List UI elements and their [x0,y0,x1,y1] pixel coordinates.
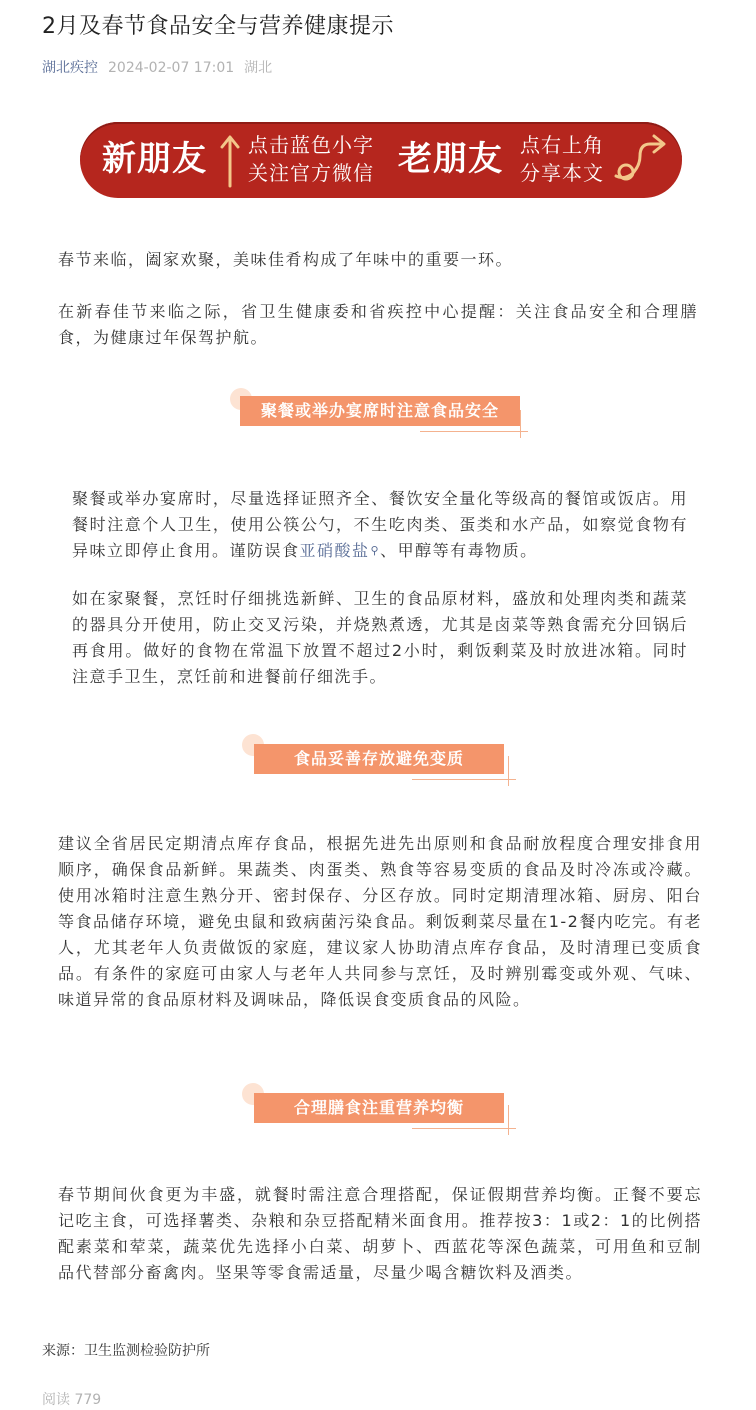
section-heading-1-label: 聚餐或举办宴席时注意食品安全 [240,396,520,426]
section-heading-1 [230,388,540,438]
heading-deco-line [420,431,528,432]
intro-paragraph-2: 在新春佳节来临之际，省卫生健康委和省疾控中心提醒：关注食品安全和合理膳食，为健康过年保驾护航。 [58,302,698,347]
section-1-paragraph-2: 如在家聚餐，烹饪时仔细挑选新鲜、卫生的食品原材料，盛放和处理肉类和蔬菜的器具分开使用，防止交叉污染，并烧熟煮透，尤其是卤菜等熟食需充分回锅后再食用。做好的食物在常温下放置不超过2小时，剩饭剩菜及时放进冰箱。同时注意手卫生，烹饪前和进餐前仔细洗手。 [72,589,688,686]
section-3-paragraph-1: 春节期间伙食更为丰盛，就餐时需注意合理搭配，保证假期营养均衡。正餐不要忘记吃主食，可选择薯类、杂粮和杂豆搭配精米面食用。推荐按3：1或2：1的比例搭配素菜和荤菜，蔬菜优先选择小白菜、胡萝卜、西蓝花等深色蔬菜，可用鱼和豆制品代替部分畜禽肉。坚果等零食需适量，尽量少喝含糖饮料及酒类。 [58,1185,702,1282]
section-heading-2 [242,734,522,786]
curved-arrow-icon [610,132,670,186]
section-1-text-end: 、甲醇等有毒物质。 [380,541,538,560]
section-heading-3-label: 合理膳食注重营养均衡 [254,1093,504,1123]
section-2-paragraph-1: 建议全省居民定期清点库存食品，根据先进先出原则和食品耐放程度合理安排食用顺序，确保食品新鲜。果蔬类、肉蛋类、熟食等容易变质的食品及时冷冻或冷藏。使用冰箱时注意生熟分开、密封保存、分区存放。同时定期清理冰箱、厨房、阳台等食品储存环境，避免虫鼠和致病菌污染食品。剩饭剩菜尽量在1-2餐内吃完。有老人，尤其老年人负责做饭的家庭，建议家人协助清点库存食品，及时清理已变质食品。有条件的家庭可由家人与老年人共同参与烹饪，及时辨别霉变或外观、气味、味道异常的食品原材料及调味品，降低误食变质食品的风险。 [58,834,702,1009]
article-meta [42,58,272,78]
arrow-up-icon [220,134,240,188]
heading-deco-line [412,779,516,780]
old-friend-line1: 点右上角 [520,133,604,157]
author-link[interactable]: 湖北疾控 [42,60,98,76]
read-count: 阅读 779 [42,1392,102,1408]
heading-deco-line [520,410,521,438]
section-heading-2-label: 食品妥善存放避免变质 [254,744,504,774]
old-friend-line2: 分享本文 [520,161,604,185]
heading-deco-line [508,1105,509,1135]
source-note: 来源：卫生监测检验防护所 [42,1343,210,1359]
new-friend-line2: 关注官方微信 [248,161,374,185]
new-friend-label: 新朋友 [102,139,207,179]
section-1-paragraph-1 [72,486,688,564]
heading-deco-line [412,1128,516,1129]
section-1-text: 聚餐或举办宴席时，尽量选择证照齐全、餐饮安全量化等级高的餐馆或饭店。用餐时注意个人卫生，使用公筷公勺，不生吃肉类、蛋类和水产品，如察觉食物有异味立即停止食用。谨防误食 [72,489,688,560]
old-friend-label: 老朋友 [398,139,503,179]
intro-paragraph-1: 春节来临，阖家欢聚，美味佳肴构成了年味中的重要一环。 [58,250,514,269]
nitrite-link-text[interactable]: 亚硝酸盐 [299,541,370,560]
heading-deco-line [508,756,509,786]
new-friend-line1: 点击蓝色小字 [248,133,374,157]
follow-share-banner[interactable] [80,122,682,198]
search-icon[interactable]: ⚲ [370,544,381,557]
publish-date: 2024-02-07 17:01 [108,60,235,76]
section-heading-3 [242,1083,522,1135]
nitrite-search-link[interactable] [300,541,381,560]
article-title: 2月及春节食品安全与营养健康提示 [42,14,394,39]
publish-location: 湖北 [244,60,273,76]
